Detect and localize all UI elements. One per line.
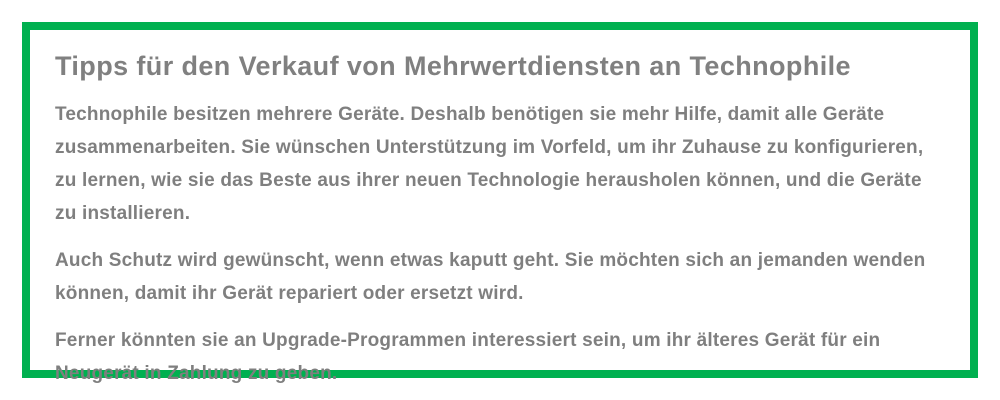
content-card (22, 22, 978, 384)
card-title: Tipps für den Verkauf von Mehrwertdiensten an Technophile (55, 51, 851, 81)
paragraph-upgrade: Ferner könnten sie an Upgrade-Programmen interessiert sein, um ihr älteres Gerät für ein Neugerät in Zahlung zu geben. (55, 330, 881, 384)
paragraph-protection: Auch Schutz wird gewünscht, wenn etwas kaputt geht. Sie möchten sich an jemanden wenden können, damit ihr Gerät repariert oder ersetzt wird. (55, 250, 926, 304)
paragraph-devices: Technophile besitzen mehrere Geräte. Deshalb benötigen sie mehr Hilfe, damit alle Geräte zusammenarbeiten. Sie wünschen Unterstützung im Vorfeld, um ihr Zuhause zu konfigurieren, zu lernen, wie sie das Beste aus ihrer neuen Technologie herausholen können, und die Geräte zu installieren. (55, 104, 924, 224)
